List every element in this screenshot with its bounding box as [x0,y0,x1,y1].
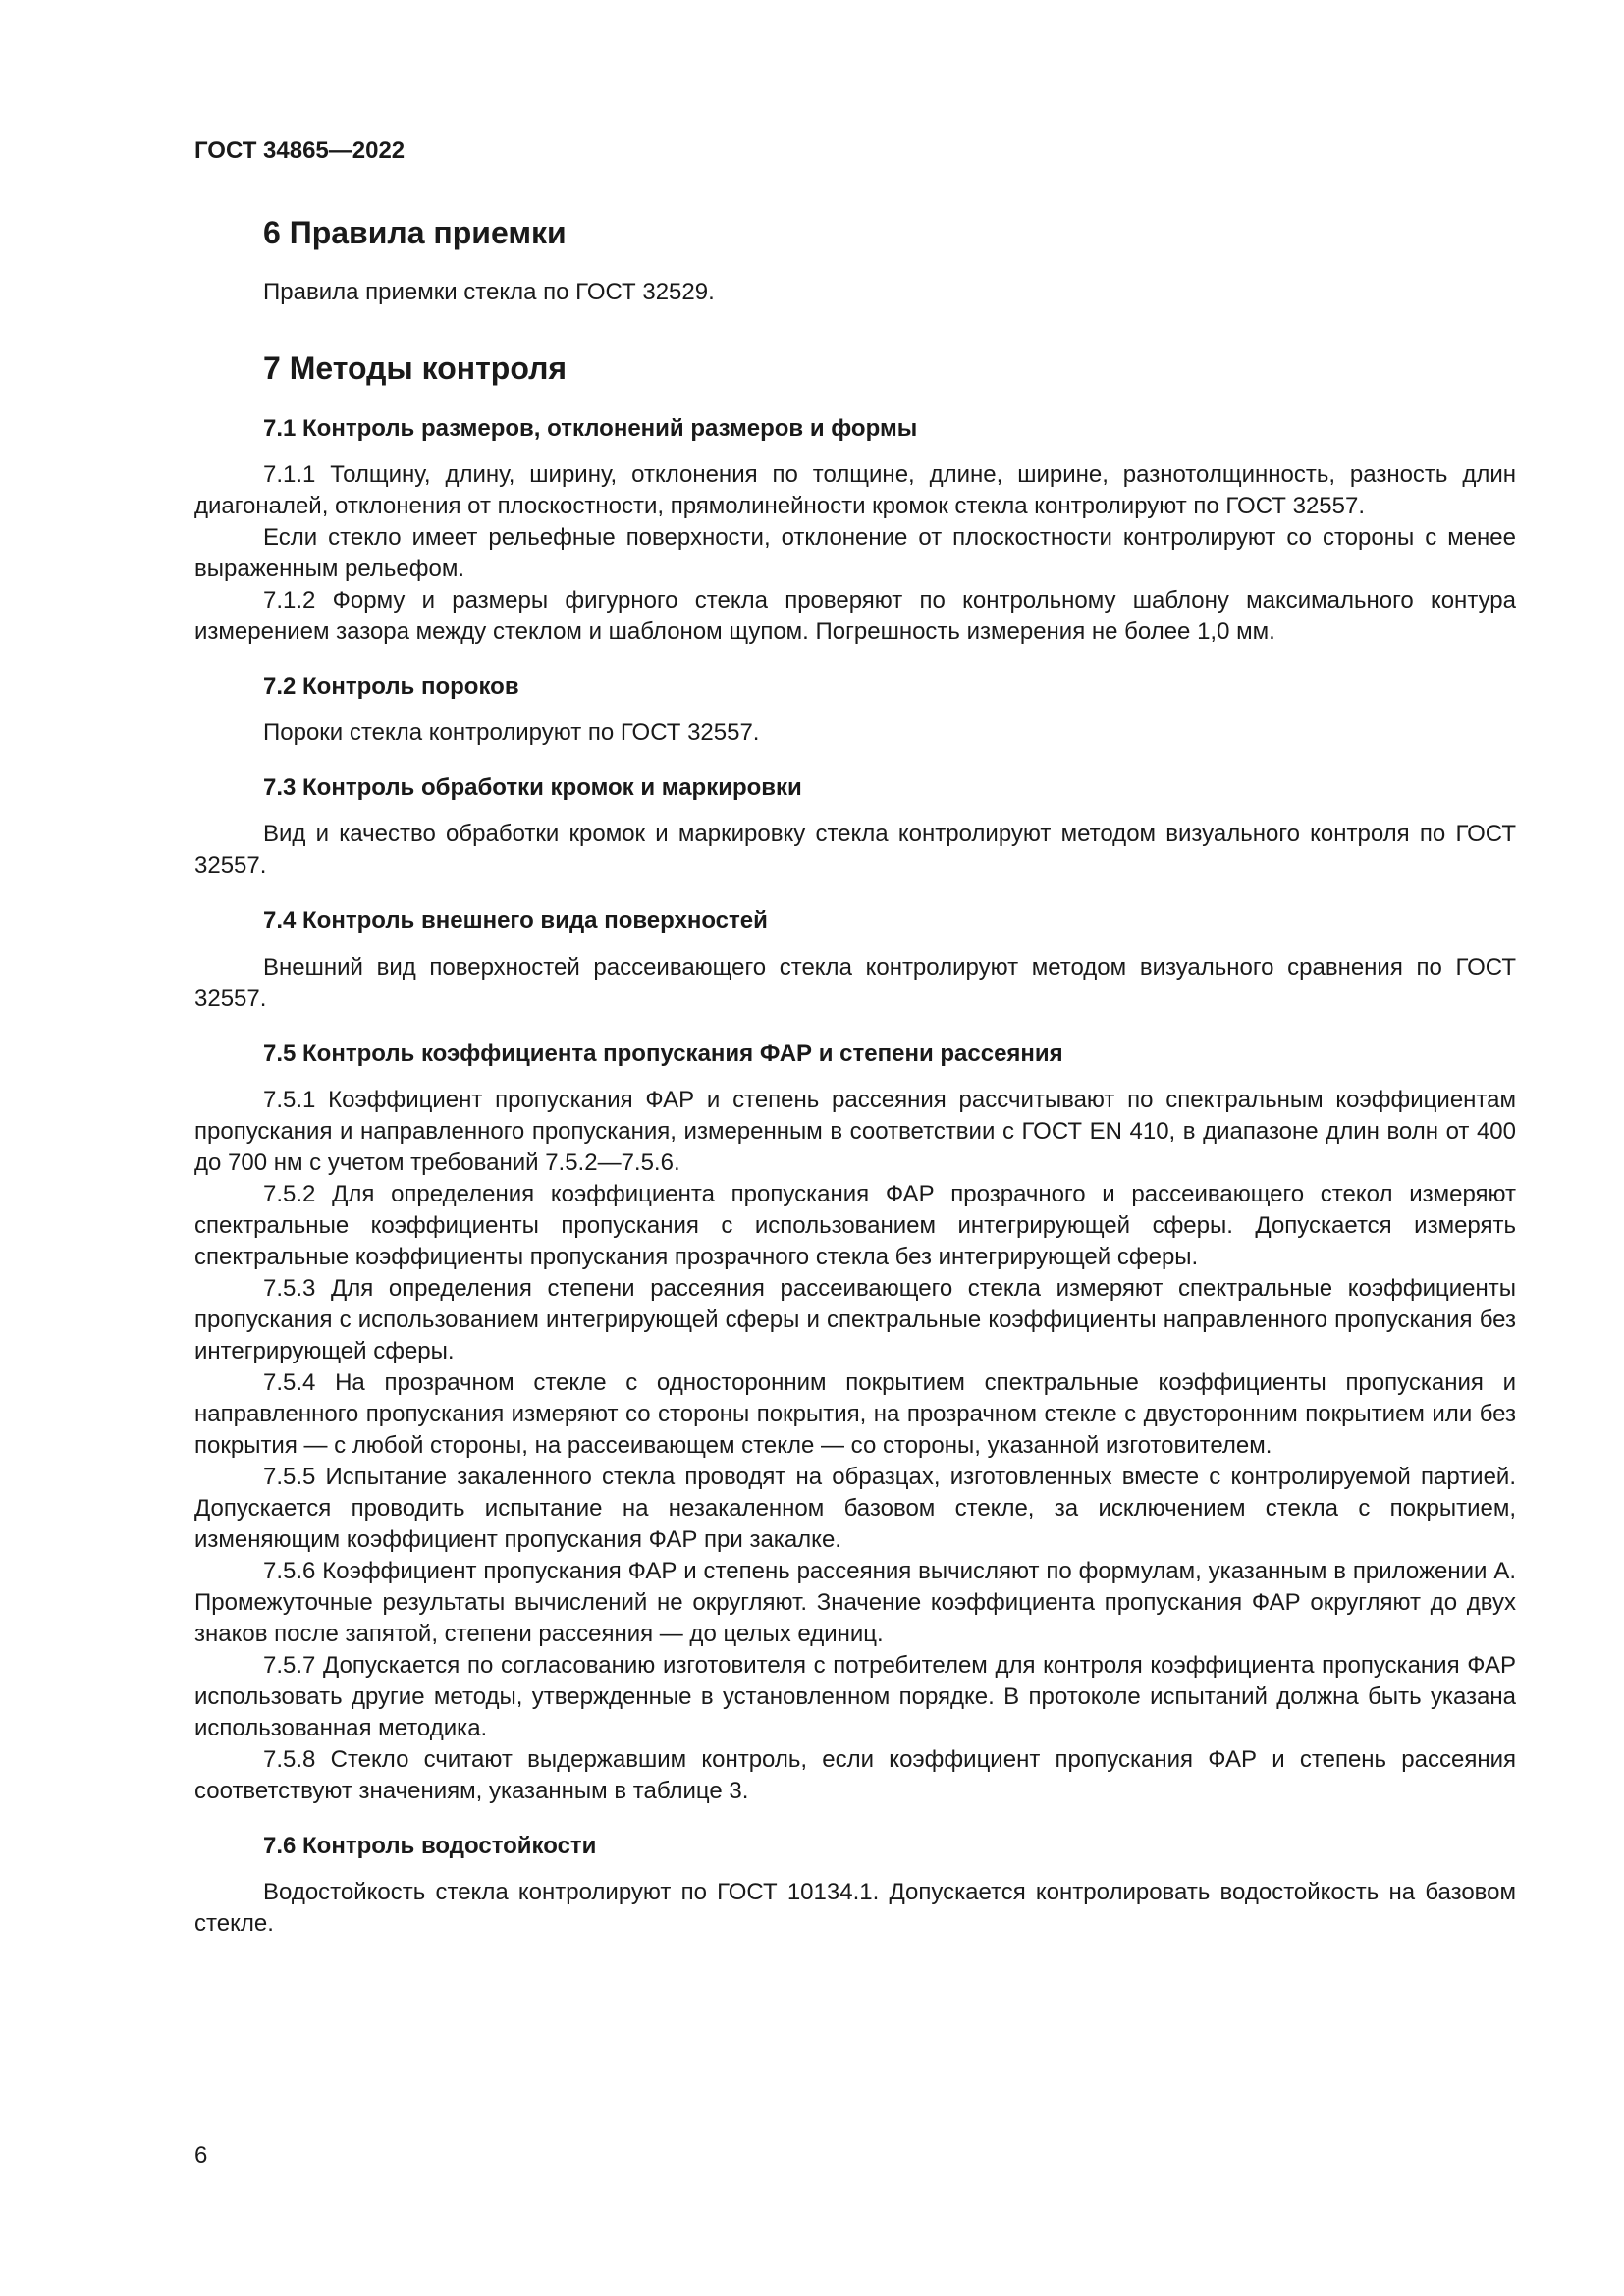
paragraph-7-4: Внешний вид поверхностей рассеивающего стекла контролируют методом визуального сравнения по ГОСТ 32557. [194,953,1516,1012]
document-code: ГОСТ 34865—2022 [194,137,406,164]
paragraph-7-5-4: 7.5.4 На прозрачном стекле с односторонним покрытием спектральные коэффициенты пропускания и направленного пропускания измеряют со стороны покрытия, на прозрачном стекле с двусторонним покрытием или без покрытия — с любой стороны, на рассеивающем стекле — со стороны, указанной изготовителем. [194,1368,1516,1459]
section-6-text: Правила приемки стекла по ГОСТ 32529. [263,279,715,306]
subsection-7-2-heading: 7.2 Контроль пороков [263,672,519,700]
paragraph-7-5-5: 7.5.5 Испытание закаленного стекла проводят на образцах, изготовленных вместе с контролируемой партией. Допускается проводить испытание на незакаленном базовом стекле, за исключением стекла с покрытием, изменяющим коэффициент пропускания ФАР при закалке. [194,1463,1516,1553]
paragraph-7-1-1-relief: Если стекло имеет рельефные поверхности, отклонение от плоскостности контролируют со стороны с менее выраженным рельефом. [194,523,1516,582]
subsection-7-3-heading: 7.3 Контроль обработки кромок и маркировки [263,774,802,802]
subsection-7-6-heading: 7.6 Контроль водостойкости [263,1832,597,1859]
paragraph-7-5-8: 7.5.8 Стекло считают выдержавшим контроль, если коэффициент пропускания ФАР и степень рассеяния соответствуют значениям, указанным в таблице 3. [194,1745,1516,1804]
paragraph-7-1-2: 7.1.2 Форму и размеры фигурного стекла проверяют по контрольному шаблону максимального контура измерением зазора между стеклом и шаблоном щупом. Погрешность измерения не более 1,0 мм. [194,586,1516,645]
paragraph-7-5-3: 7.5.3 Для определения степени рассеяния рассеивающего стекла измеряют спектральные коэффициенты пропускания с использованием интегрирующей сферы и спектральные коэффициенты направленного пропускания без интегрирующей сферы. [194,1274,1516,1364]
paragraph-7-3: Вид и качество обработки кромок и маркировку стекла контролируют методом визуального контроля по ГОСТ 32557. [194,821,1516,880]
paragraph-7-5-1: 7.5.1 Коэффициент пропускания ФАР и степень рассеяния рассчитывают по спектральным коэффициентам пропускания и направленного пропускания, измеренным в соответствии с ГОСТ EN 410, в диапазоне длин волн от 400 до 700 нм с учетом требований 7.5.2—7.5.6. [194,1086,1516,1176]
paragraph-7-2: Пороки стекла контролируют по ГОСТ 32557. [263,720,760,747]
section-6-heading: 6 Правила приемки [263,215,567,250]
paragraph-7-5-6: 7.5.6 Коэффициент пропускания ФАР и степень рассеяния вычисляют по формулам, указанным в приложении А. Промежуточные результаты вычислений не округляют. Значение коэффициента пропускания ФАР округляют до двух знаков после запятой, степени рассеяния — до целых единиц. [194,1557,1516,1647]
document-page [194,137,1516,1940]
paragraph-7-5-2: 7.5.2 Для определения коэффициента пропускания ФАР прозрачного и рассеивающего стекол измеряют спектральные коэффициенты пропускания с использованием интегрирующей сферы. Допускается измерять спектральные коэффициенты пропускания прозрачного стекла без интегрирующей сферы. [194,1180,1516,1270]
subsection-7-1-heading: 7.1 Контроль размеров, отклонений размеров и формы [263,414,918,442]
subsection-7-4-heading: 7.4 Контроль внешнего вида поверхностей [263,907,768,934]
paragraph-7-1-1: 7.1.1 Толщину, длину, ширину, отклонения по толщине, длине, ширине, разнотолщинность, разность длин диагоналей, отклонения от плоскостности, прямолинейности кромок стекла контролируют по ГОСТ 32557. [194,460,1516,519]
paragraph-7-5-7: 7.5.7 Допускается по согласованию изготовителя с потребителем для контроля коэффициента пропускания ФАР использовать другие методы, утвержденные в установленном порядке. В протоколе испытаний должна быть указана использованная методика. [194,1651,1516,1741]
page-number: 6 [194,2142,208,2168]
section-7-heading: 7 Методы контроля [263,350,568,387]
subsection-7-5-heading: 7.5 Контроль коэффициента пропускания ФАР и степени рассеяния [263,1040,1063,1067]
paragraph-7-6: Водостойкость стекла контролируют по ГОСТ 10134.1. Допускается контролировать водостойкость на базовом стекле. [194,1878,1516,1937]
